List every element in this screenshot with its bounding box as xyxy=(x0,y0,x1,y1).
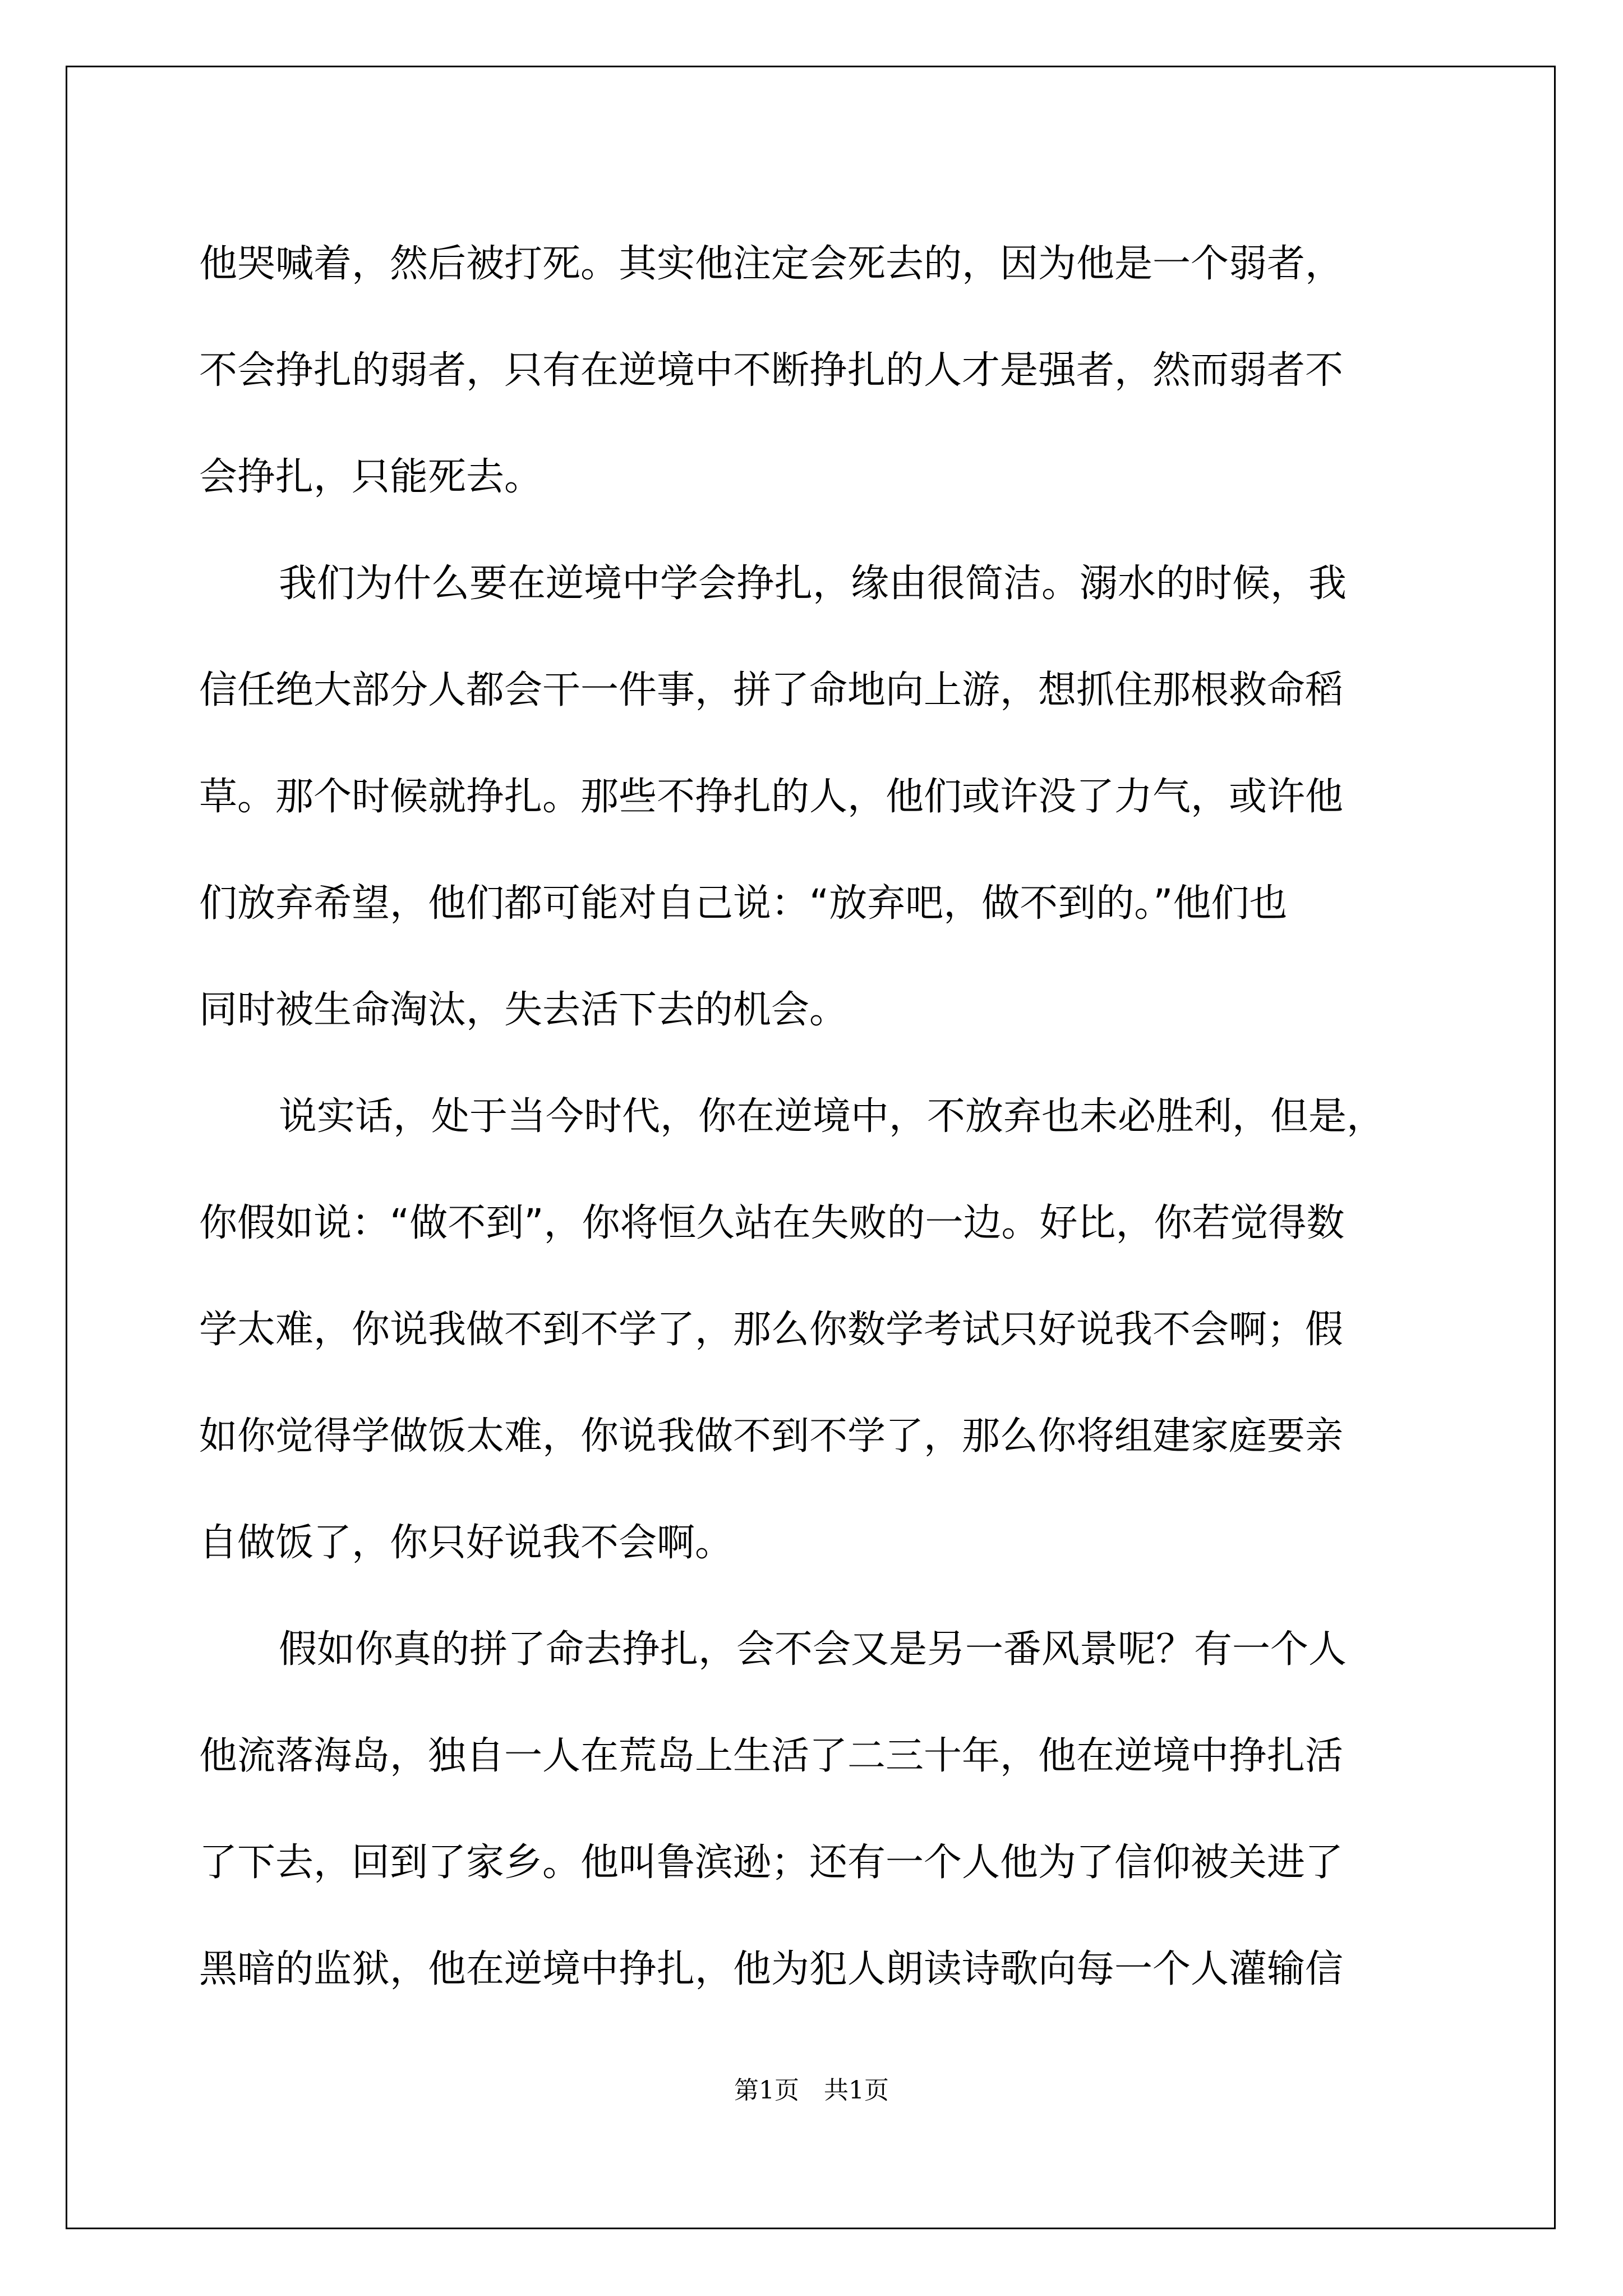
document-body xyxy=(199,211,1436,2023)
text-line: 自做饭了，你只好说我不会啊。 xyxy=(199,1521,734,1565)
text-line: 学太难，你说我做不到不学了，那么你数学考试只好说我不会啊；假 xyxy=(199,1308,1344,1352)
text-line: 黑暗的监狱，他在逆境中挣扎，他为犯人朗读诗歌向每一个人灌输信 xyxy=(199,1947,1344,1991)
page-number: 第1页 xyxy=(734,2076,799,2105)
text-line: 会挣扎，只能死去。 xyxy=(199,455,543,499)
text-line: 草。那个时候就挣扎。那些不挣扎的人，他们或许没了力气，或许他 xyxy=(199,775,1344,819)
text-line: 了下去，回到了家乡。他叫鲁滨逊；还有一个人他为了信仰被关进了 xyxy=(199,1841,1344,1885)
page-total: 共1页 xyxy=(824,2076,889,2105)
text-line: 我们为什么要在逆境中学会挣扎，缘由很简洁。溺水的时候，我 xyxy=(279,562,1347,606)
text-line: 不会挣扎的弱者，只有在逆境中不断挣扎的人才是强者，然而弱者不 xyxy=(199,348,1344,393)
text-line: 他哭喊着，然后被打死。其实他注定会死去的，因为他是一个弱者， xyxy=(199,242,1344,286)
text-line: 如你觉得学做饭太难，你说我做不到不学了，那么你将组建家庭要亲 xyxy=(199,1414,1344,1458)
text-line: 说实话，处于当今时代，你在逆境中，不放弃也未必胜利，但是， xyxy=(279,1094,1385,1139)
text-line: 同时被生命淘汰，失去活下去的机会。 xyxy=(199,988,848,1032)
page-footer xyxy=(0,2070,1623,2106)
text-line: 假如你真的拼了命去挣扎，会不会又是另一番风景呢？有一个人 xyxy=(279,1627,1347,1672)
text-line: 们放弃希望，他们都可能对自己说：“放弃吧，做不到的。”他们也 xyxy=(199,881,1288,926)
text-line: 你假如说：“做不到”，你将恒久站在失败的一边。好比，你若觉得数 xyxy=(199,1201,1345,1245)
text-line: 他流落海岛，独自一人在荒岛上生活了二三十年，他在逆境中挣扎活 xyxy=(199,1734,1344,1778)
text-line: 信任绝大部分人都会干一件事，拼了命地向上游，想抓住那根救命稻 xyxy=(199,668,1344,712)
